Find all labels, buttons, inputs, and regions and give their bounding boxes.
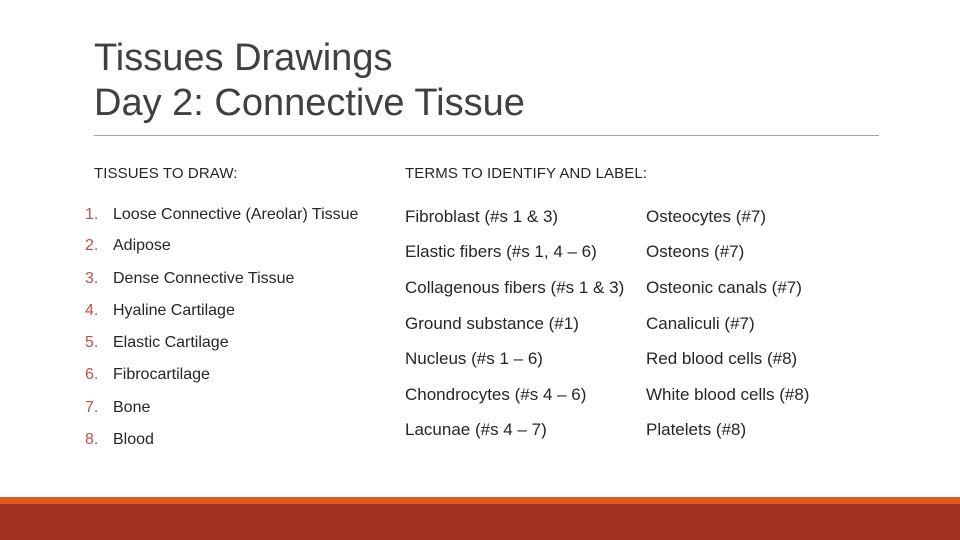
footer-accent-stripe xyxy=(0,497,960,504)
term-item: Osteonic canals (#7) xyxy=(646,278,802,297)
term-item: Nucleus (#s 1 – 6) xyxy=(405,349,543,368)
list-label: Blood xyxy=(113,431,154,448)
list-item xyxy=(85,334,229,352)
tissues-heading: TISSUES TO DRAW: xyxy=(94,165,238,182)
list-label: Dense Connective Tissue xyxy=(113,270,295,287)
list-number: 5. xyxy=(85,334,99,351)
term-item: Ground substance (#1) xyxy=(405,314,579,333)
term-item: Collagenous fibers (#s 1 & 3) xyxy=(405,278,625,297)
footer-bar xyxy=(0,504,960,540)
term-item: White blood cells (#8) xyxy=(646,385,810,404)
list-number: 3. xyxy=(85,270,99,287)
term-item: Fibroblast (#s 1 & 3) xyxy=(405,207,559,226)
list-item xyxy=(85,206,358,224)
list-number: 1. xyxy=(85,206,99,223)
term-item: Canaliculi (#7) xyxy=(646,314,755,333)
term-item: Osteons (#7) xyxy=(646,242,745,261)
list-item xyxy=(85,431,154,449)
terms-heading: TERMS TO IDENTIFY AND LABEL: xyxy=(405,165,648,182)
title-line-1: Tissues Drawings xyxy=(94,37,393,79)
term-item: Chondrocytes (#s 4 – 6) xyxy=(405,385,587,404)
term-item: Red blood cells (#8) xyxy=(646,349,798,368)
list-item xyxy=(85,302,235,320)
slide-title xyxy=(94,36,525,126)
list-number: 2. xyxy=(85,237,99,254)
list-label: Fibrocartilage xyxy=(113,366,210,383)
term-item: Elastic fibers (#s 1, 4 – 6) xyxy=(405,242,597,261)
list-item xyxy=(85,399,150,417)
list-item xyxy=(85,366,210,384)
list-number: 8. xyxy=(85,431,99,448)
title-divider xyxy=(94,135,879,136)
list-label: Adipose xyxy=(113,237,171,254)
list-number: 4. xyxy=(85,302,99,319)
list-label: Hyaline Cartilage xyxy=(113,302,235,319)
list-number: 7. xyxy=(85,399,99,416)
list-label: Elastic Cartilage xyxy=(113,334,229,351)
list-item xyxy=(85,270,294,288)
term-item: Platelets (#8) xyxy=(646,420,747,439)
list-label: Bone xyxy=(113,399,151,416)
list-number: 6. xyxy=(85,366,99,383)
term-item: Osteocytes (#7) xyxy=(646,207,766,226)
list-item xyxy=(85,237,171,255)
list-label: Loose Connective (Areolar) Tissue xyxy=(113,206,359,223)
title-line-2: Day 2: Connective Tissue xyxy=(94,82,525,124)
term-item: Lacunae (#s 4 – 7) xyxy=(405,420,547,439)
